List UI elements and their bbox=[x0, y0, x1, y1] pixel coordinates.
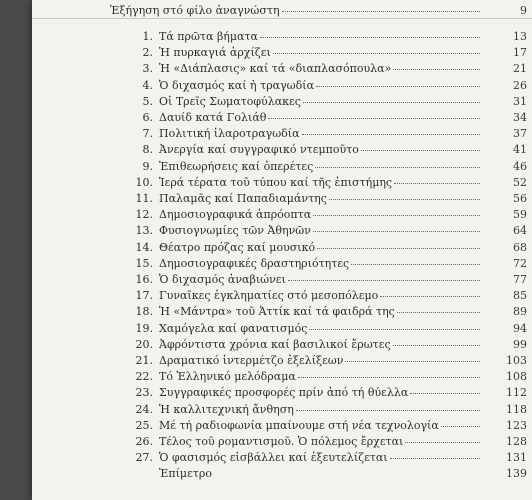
dot-leader bbox=[361, 139, 480, 151]
chapter-title: Συγγραφικές προσφορές πρίν ἀπό τή θύελλα bbox=[159, 386, 409, 400]
chapter-page-number: 99 bbox=[513, 337, 527, 351]
chapter-number: 4. bbox=[142, 78, 153, 92]
dot-leader bbox=[214, 464, 480, 475]
chapter-number: 14. bbox=[135, 240, 153, 254]
chapter-title: Ἱερά τέρατα τοῦ τύπου καί τῆς ἐπιστήμης bbox=[159, 175, 393, 189]
dot-leader bbox=[313, 220, 480, 232]
chapter-page-number: 118 bbox=[506, 402, 527, 416]
chapter-title: Χαμόγελα καί φανατισμός bbox=[159, 321, 308, 335]
dot-leader bbox=[317, 237, 480, 249]
chapter-number: 9. bbox=[142, 159, 153, 173]
chapter-number: 18. bbox=[135, 305, 153, 319]
chapter-page-number: 131 bbox=[506, 451, 527, 465]
chapter-title: Ἡ πυρκαγιά ἀρχίζει bbox=[159, 46, 271, 60]
chapter-number: 11. bbox=[135, 192, 153, 205]
dot-leader bbox=[390, 447, 480, 459]
chapter-title: Ἐπιθεωρήσεις καί ὀπερέτες bbox=[159, 159, 314, 173]
toc-entry-title bbox=[159, 465, 480, 482]
dot-leader bbox=[410, 382, 480, 394]
table-of-contents bbox=[64, 0, 532, 500]
dot-leader bbox=[345, 350, 480, 362]
chapter-page-number: 34 bbox=[513, 111, 527, 124]
chapter-title: Δαυίδ κατά Γολιάθ bbox=[159, 111, 267, 124]
chapter-title: Μέ τή ραδιοφωνία μπαίνουμε στή νέα τεχνολογία bbox=[159, 418, 439, 432]
chapter-number: 7. bbox=[142, 127, 153, 141]
chapter-title: Ὁ διχασμός καί ἡ τραγωδία bbox=[159, 78, 315, 92]
toc-epilogue-row bbox=[64, 465, 532, 482]
dot-leader bbox=[329, 188, 480, 200]
chapter-number: 22. bbox=[135, 370, 153, 384]
chapter-number: 16. bbox=[135, 273, 153, 286]
intro-page-number: 9 bbox=[520, 4, 527, 17]
chapter-page-number: 64 bbox=[513, 224, 527, 238]
chapter-page-number: 52 bbox=[513, 175, 527, 189]
chapter-title: Δημοσιογραφικά ἀπρόοπτα bbox=[159, 208, 312, 222]
chapter-number: 27. bbox=[135, 451, 153, 465]
dot-leader bbox=[298, 366, 480, 378]
chapter-number: 8. bbox=[142, 143, 153, 157]
chapter-title: Δραματικό ἰντερμέτζο ἐξελίξεων bbox=[159, 354, 344, 367]
dot-leader bbox=[393, 334, 480, 346]
chapter-page-number: 59 bbox=[513, 208, 527, 222]
chapter-number: 17. bbox=[135, 289, 153, 303]
dot-leader bbox=[405, 431, 480, 443]
dot-leader bbox=[397, 301, 480, 313]
chapter-number: 19. bbox=[135, 321, 153, 335]
book-page bbox=[32, 0, 532, 500]
dot-leader bbox=[302, 123, 480, 135]
chapter-number: 2. bbox=[142, 46, 153, 60]
chapter-title: Γυναῖκες ἐγκληματίες στό μεσοπόλεμο bbox=[159, 289, 379, 303]
chapter-page-number: 37 bbox=[513, 127, 527, 141]
chapter-page-number: 112 bbox=[506, 386, 527, 400]
chapter-title: Τέλος τοῦ ρομαντισμοῦ. Ὁ πόλεμος ἔρχεται bbox=[159, 435, 404, 448]
dot-leader bbox=[303, 91, 480, 103]
chapter-number: 6. bbox=[142, 111, 153, 124]
chapter-number: 23. bbox=[135, 386, 153, 400]
chapter-page-number: 128 bbox=[506, 435, 527, 448]
epilogue-title: Ἐπίμετρο bbox=[159, 467, 212, 481]
dot-leader bbox=[273, 42, 480, 54]
chapter-title: Ἡ «Μάντρα» τοῦ Ἀττίκ καί τά φαιδρά της bbox=[159, 305, 395, 319]
chapter-page-number: 108 bbox=[506, 370, 527, 384]
dot-leader bbox=[282, 0, 480, 12]
chapter-number: 21. bbox=[135, 354, 153, 367]
chapter-page-number: 41 bbox=[513, 143, 527, 157]
chapter-number: 3. bbox=[142, 62, 153, 76]
chapter-number: 12. bbox=[135, 208, 153, 222]
dot-leader bbox=[316, 75, 480, 87]
chapter-title: Ὁ φασισμός εἰσβάλλει καί ἐξευτελίζεται bbox=[159, 451, 388, 465]
dot-leader bbox=[441, 415, 480, 427]
toc-entry-title bbox=[110, 2, 480, 19]
dot-leader bbox=[351, 253, 480, 265]
dot-leader bbox=[268, 107, 480, 119]
dot-leader bbox=[296, 399, 480, 411]
dot-leader bbox=[394, 172, 480, 184]
chapter-title: Δημοσιογραφικές δραστηριότητες bbox=[159, 256, 350, 270]
chapter-page-number: 68 bbox=[513, 240, 527, 254]
chapter-number: 15. bbox=[135, 256, 153, 270]
chapter-title: Θέατρο πρόζας καί μουσικό bbox=[159, 240, 316, 254]
chapter-page-number: 94 bbox=[513, 321, 527, 335]
chapter-page-number: 31 bbox=[513, 94, 527, 108]
chapter-number: 10. bbox=[135, 175, 153, 189]
chapter-title: Παλαμᾶς καί Παπαδιαμάντης bbox=[159, 192, 327, 205]
chapter-page-number: 13 bbox=[513, 30, 527, 43]
chapter-title: Ἡ «Διάπλασις» καί τά «διαπλασόπουλα» bbox=[159, 62, 392, 76]
chapter-title: Ὁ διχασμός ἀναβιώνει bbox=[159, 273, 286, 286]
chapter-number: 25. bbox=[135, 418, 153, 432]
chapter-number: 13. bbox=[135, 224, 153, 238]
chapter-page-number: 72 bbox=[513, 256, 527, 270]
toc-intro-row bbox=[64, 2, 532, 19]
chapter-page-number: 103 bbox=[506, 354, 527, 367]
chapter-title: Φυσιογνωμίες τῶν Ἀθηνῶν bbox=[159, 224, 311, 238]
chapter-page-number: 46 bbox=[513, 159, 527, 173]
chapter-number: 5. bbox=[142, 94, 153, 108]
chapter-title: Τά πρῶτα βήματα bbox=[159, 30, 258, 43]
chapter-page-number: 89 bbox=[513, 305, 527, 319]
chapter-title: Οἱ Τρεῖς Σωματοφύλακες bbox=[159, 94, 301, 108]
chapter-page-number: 56 bbox=[513, 192, 527, 205]
chapter-title: Ἀφρόντιστα χρόνια καί βασιλικοί ἔρωτες bbox=[159, 337, 391, 351]
chapter-number: 20. bbox=[135, 337, 153, 351]
chapter-page-number: 21 bbox=[513, 62, 527, 76]
dot-leader bbox=[260, 26, 480, 38]
dot-leader bbox=[288, 269, 480, 281]
chapter-page-number: 123 bbox=[506, 418, 527, 432]
toc-entry-title bbox=[159, 401, 480, 418]
chapter-title: Πολιτική ἱλαροτραγωδία bbox=[159, 127, 300, 141]
dot-leader bbox=[315, 156, 480, 168]
chapter-number: 24. bbox=[135, 402, 153, 416]
chapter-number: 26. bbox=[135, 435, 153, 448]
chapter-page-number: 26 bbox=[513, 78, 527, 92]
dot-leader bbox=[393, 58, 480, 70]
epilogue-page-number: 139 bbox=[506, 467, 527, 481]
chapter-title: Ἡ καλλιτεχνική ἄνθηση bbox=[159, 402, 294, 416]
chapter-number: 1. bbox=[142, 30, 153, 43]
dot-leader bbox=[313, 204, 480, 216]
dot-leader bbox=[380, 285, 480, 297]
chapter-page-number: 17 bbox=[513, 46, 527, 60]
dot-leader bbox=[309, 318, 480, 330]
chapter-title: Τό Ἑλληνικό μελόδραμα bbox=[159, 370, 296, 384]
intro-title: Ἐξήγηση στό φίλο ἀναγνώστη bbox=[110, 4, 280, 17]
chapter-title: Ἀνεργία καί συγγραφικό ντεμποῦτο bbox=[159, 143, 359, 157]
chapter-page-number: 77 bbox=[513, 273, 527, 286]
chapter-page-number: 85 bbox=[513, 289, 527, 303]
